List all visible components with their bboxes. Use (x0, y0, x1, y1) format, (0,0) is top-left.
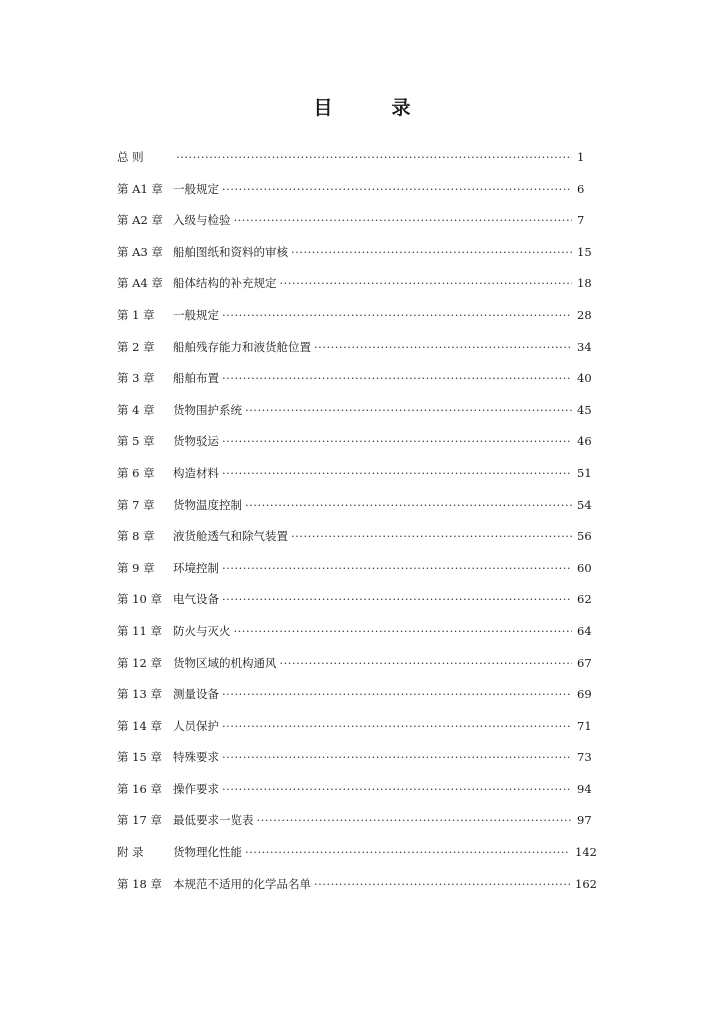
toc-entry-page: 97 (577, 813, 592, 828)
toc-entry-label: 第 7 章 (117, 497, 155, 512)
toc-entry-title: 液货舱透气和除气装置 (173, 529, 288, 544)
dot-leader (222, 747, 572, 767)
dot-leader (222, 589, 572, 609)
toc-entry-page: 54 (577, 497, 592, 512)
toc-entry-page: 60 (577, 560, 592, 575)
toc-entry[interactable] (117, 842, 597, 874)
toc-entry-title: 人员保护 (173, 718, 219, 733)
dot-leader (222, 463, 572, 483)
toc-entry[interactable] (117, 400, 597, 432)
toc-entry-label: 第 5 章 (117, 434, 155, 449)
dot-leader (291, 242, 572, 262)
toc-entry[interactable] (117, 147, 597, 179)
toc-entry[interactable] (117, 337, 597, 369)
toc-entry-page: 34 (577, 339, 592, 354)
dot-leader (234, 210, 573, 230)
toc-entry-label: 附 录 (117, 845, 144, 860)
toc-entry[interactable] (117, 305, 597, 337)
toc-entry-label: 第 6 章 (117, 465, 155, 480)
toc-entry-title: 货物围护系统 (173, 402, 242, 417)
toc-entry-label: 第 3 章 (117, 371, 155, 386)
dot-leader (245, 842, 570, 862)
toc-entry-label: 第 12 章 (117, 655, 162, 670)
toc-entry-label: 第 4 章 (117, 402, 155, 417)
toc-entry-label: 第 A3 章 (117, 244, 163, 259)
toc-entry-title: 电气设备 (173, 592, 219, 607)
toc-entry-label: 第 2 章 (117, 339, 155, 354)
toc-entry-page: 73 (577, 750, 592, 765)
dot-leader (222, 179, 572, 199)
toc-entry-title: 船舶图纸和资料的审核 (173, 244, 288, 259)
toc-entry-title: 货物驳运 (173, 434, 219, 449)
dot-leader (234, 621, 573, 641)
toc-entry-label: 第 14 章 (117, 718, 162, 733)
dot-leader (314, 337, 572, 357)
toc-entry[interactable] (117, 179, 597, 211)
toc-entry-label: 第 A4 章 (117, 276, 163, 291)
toc-entry[interactable] (117, 495, 597, 527)
toc-entry[interactable] (117, 368, 597, 400)
dot-leader (280, 653, 573, 673)
toc-entry-label: 第 A2 章 (117, 213, 163, 228)
toc-entry-title: 环境控制 (173, 560, 219, 575)
toc-entry[interactable] (117, 431, 597, 463)
toc-entry-title: 一般规定 (173, 181, 219, 196)
toc-entry-page: 162 (575, 876, 597, 891)
toc-entry-title: 特殊要求 (173, 750, 219, 765)
toc-entry[interactable] (117, 810, 597, 842)
toc-entry-title: 船舶布置 (173, 371, 219, 386)
toc-entry-label: 第 18 章 (117, 876, 162, 891)
toc-entry-page: 40 (577, 371, 592, 386)
dot-leader (291, 526, 572, 546)
toc-entry-page: 7 (577, 213, 585, 228)
toc-entry-page: 69 (577, 687, 592, 702)
dot-leader (222, 558, 572, 578)
toc-entry[interactable] (117, 779, 597, 811)
toc-entry-page: 142 (575, 845, 597, 860)
dot-leader (222, 368, 572, 388)
toc-entry[interactable] (117, 210, 597, 242)
toc-entry-label: 第 17 章 (117, 813, 162, 828)
toc-entry-label: 第 11 章 (117, 623, 162, 638)
dot-leader (222, 684, 572, 704)
toc-entry-title: 入级与检验 (173, 213, 231, 228)
toc-entry-title: 货物区域的机构通风 (173, 655, 277, 670)
toc-entry-page: 6 (577, 181, 585, 196)
toc-entry-page: 56 (577, 529, 592, 544)
toc-entry-page: 64 (577, 623, 592, 638)
toc-entry-page: 28 (577, 307, 592, 322)
toc-entry-label: 第 A1 章 (117, 181, 163, 196)
dot-leader (176, 147, 572, 167)
table-of-contents (117, 147, 597, 905)
toc-entry-page: 94 (577, 781, 592, 796)
toc-entry-title: 最低要求一览表 (173, 813, 254, 828)
toc-entry-page: 15 (577, 244, 592, 259)
toc-entry-page: 67 (577, 655, 592, 670)
toc-entry[interactable] (117, 621, 597, 653)
toc-entry-page: 1 (577, 150, 585, 164)
toc-entry-page: 62 (577, 592, 592, 607)
dot-leader (222, 305, 572, 325)
toc-entry-page: 45 (577, 402, 592, 417)
toc-entry[interactable] (117, 526, 597, 558)
toc-entry-label: 总 则 (117, 150, 144, 164)
dot-leader (245, 495, 572, 515)
toc-entry-label: 第 15 章 (117, 750, 162, 765)
toc-entry-title: 防火与灭火 (173, 623, 231, 638)
toc-entry-page: 51 (577, 465, 592, 480)
dot-leader (222, 779, 572, 799)
toc-entry[interactable] (117, 684, 597, 716)
toc-entry[interactable] (117, 558, 597, 590)
toc-entry[interactable] (117, 273, 597, 305)
toc-entry-label: 第 16 章 (117, 781, 162, 796)
page-title: 目 录 (313, 97, 431, 119)
dot-leader (245, 400, 572, 420)
toc-entry[interactable] (117, 653, 597, 685)
toc-entry-title: 船体结构的补充规定 (173, 276, 277, 291)
toc-entry-label: 第 9 章 (117, 560, 155, 575)
toc-entry-label: 第 10 章 (117, 592, 162, 607)
toc-entry-page: 18 (577, 276, 592, 291)
dot-leader (280, 273, 573, 293)
toc-entry-title: 测量设备 (173, 687, 219, 702)
dot-leader (257, 810, 573, 830)
toc-entry[interactable] (117, 716, 597, 748)
toc-entry[interactable] (117, 747, 597, 779)
toc-entry-title: 一般规定 (173, 307, 219, 322)
toc-entry-label: 第 1 章 (117, 307, 155, 322)
toc-entry[interactable] (117, 463, 597, 495)
toc-entry-page: 71 (577, 718, 592, 733)
toc-entry[interactable] (117, 589, 597, 621)
toc-entry-label: 第 13 章 (117, 687, 162, 702)
dot-leader (222, 716, 572, 736)
toc-entry-label: 第 8 章 (117, 529, 155, 544)
toc-entry[interactable] (117, 874, 597, 906)
toc-entry-title: 构造材料 (173, 465, 219, 480)
dot-leader (314, 874, 570, 894)
toc-entry-title: 货物温度控制 (173, 497, 242, 512)
toc-entry-title: 操作要求 (173, 781, 219, 796)
toc-entry-title: 货物理化性能 (173, 845, 242, 860)
toc-entry-title: 船舶残存能力和液货舱位置 (173, 339, 311, 354)
dot-leader (222, 431, 572, 451)
toc-entry-page: 46 (577, 434, 592, 449)
toc-entry-title: 本规范不适用的化学品名单 (173, 876, 311, 891)
toc-entry[interactable] (117, 242, 597, 274)
